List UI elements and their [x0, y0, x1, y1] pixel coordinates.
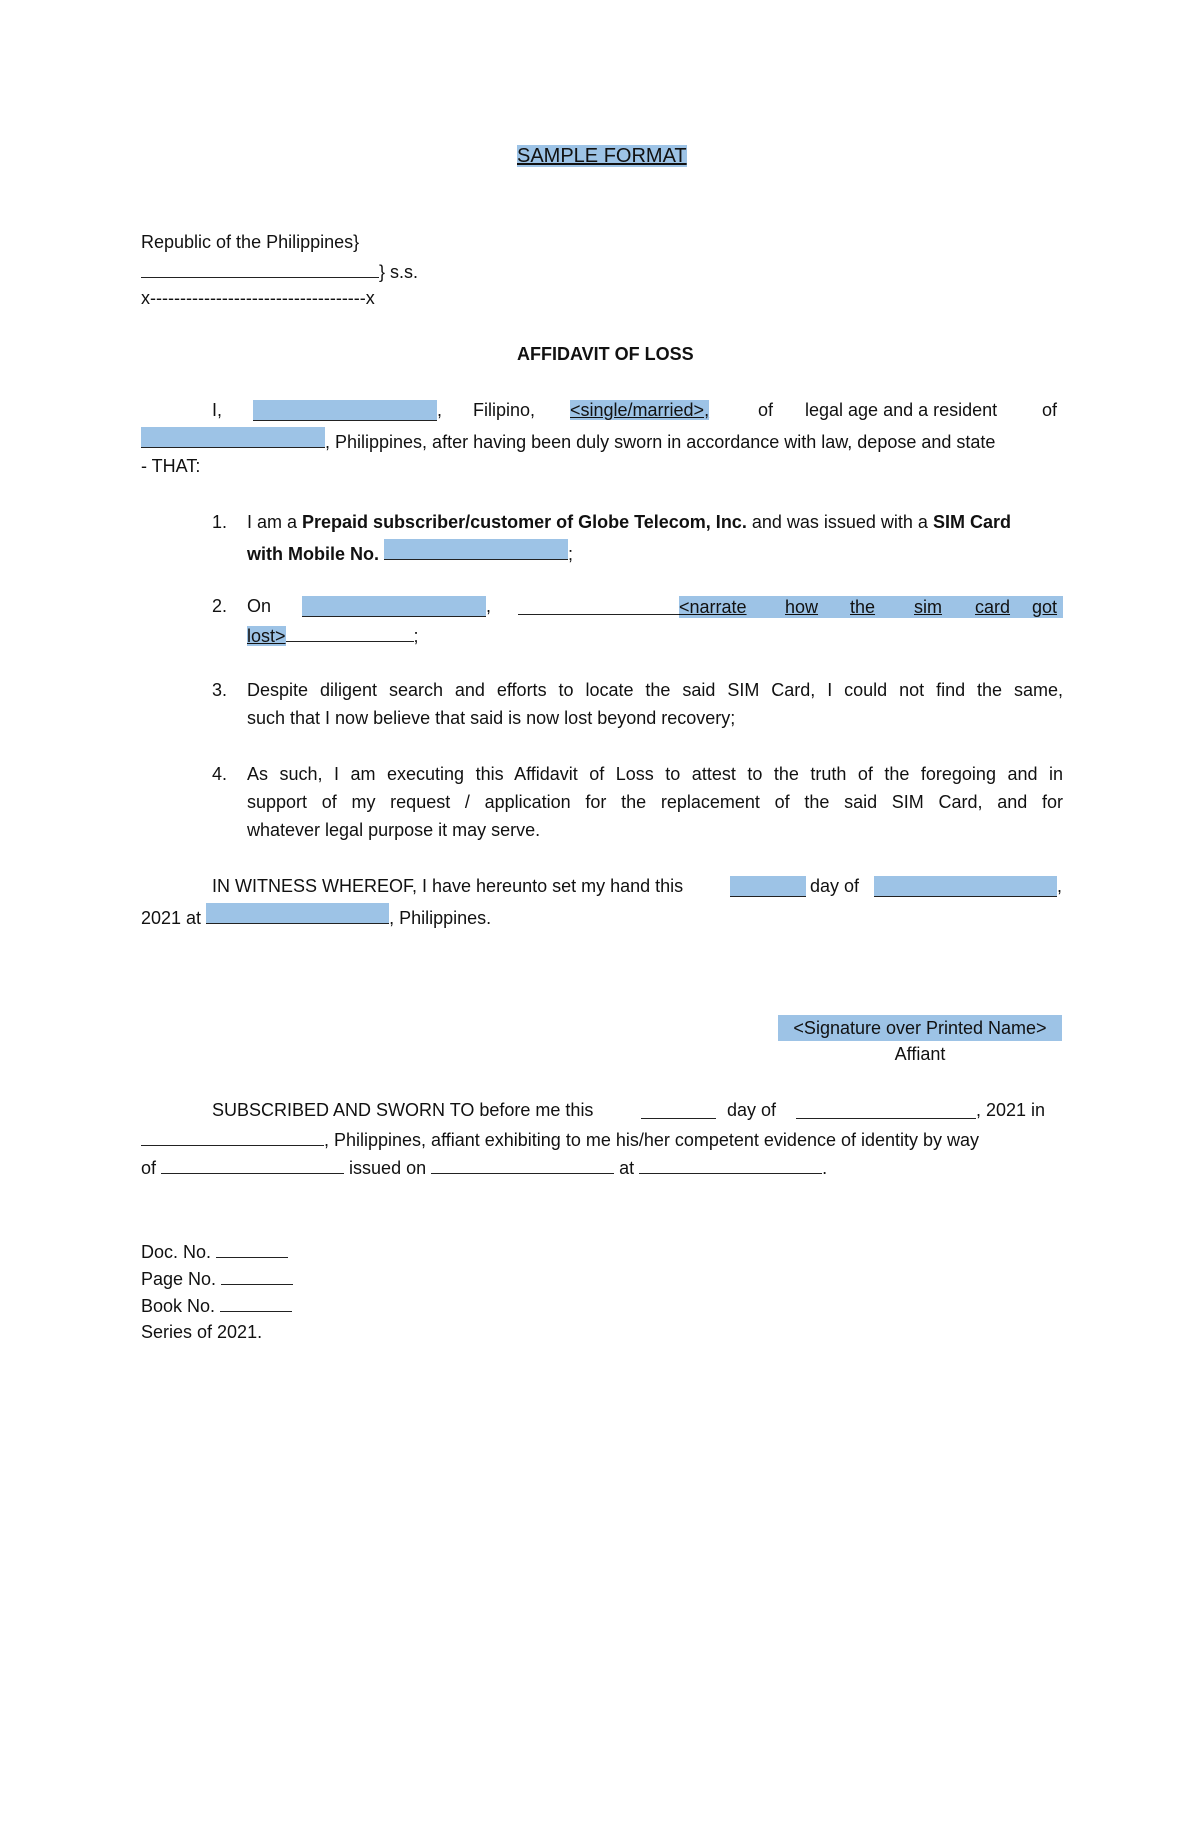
intro-line-2: , Philippines, after having been duly sworn in accordance with law, depose and state — [141, 427, 995, 453]
item-3-number: 3. — [212, 680, 228, 700]
sample-format-title — [517, 145, 687, 167]
item-3-line-1: Despite diligent search and efforts to locate the said SIM Card, I could not find the same, — [247, 680, 1063, 700]
affidavit-title: AFFIDAVIT OF LOSS — [517, 344, 694, 364]
document-page: SAMPLE FORMAT Republic of the Philippines} } s.s. x------------------------------------x AFFIDAVIT OF LOSS I, , Filipino, <single/married>, of legal age and a resident of , Philippines, after having been duly sworn in accordance with law, depose and state - THAT: 1. I am a Prepaid subscriber/customer of Globe Telecom, Inc. and was issued with a SIM Card with Mobile No. ; 2. On , <narrate how the sim card got lost> ; 3. Despite diligent search and efforts to locate the said SIM Card, I could not find the same, such that I now believe that said is now lost beyond recovery; 4. As such, I am executing this Affidavit of Loss to attest to the truth of the foregoing and in support of my request / application for the replacement of the said SIM Card, and for whatever legal purpose it may serve. IN WITNESS WHEREOF, I have hereunto set my hand this day of , 2021 at , Philippines. <Signature over Printed Name> Affiant SUBSCRIBED AND SWORN TO before me this day of , 2021 in , Philippines, affiant exhibiting to me his/her competent evidence of identity by way of issued on at . Doc. No. Page No. Book No. Series of 2021. — [141, 145, 1063, 1342]
witness-day-of: day of — [810, 876, 860, 896]
jurat-year: , 2021 in — [976, 1100, 1046, 1120]
intro-of: of — [758, 400, 774, 420]
item-1-number: 1. — [212, 512, 228, 532]
item-1-line-1: I am a Prepaid subscriber/customer of Globe Telecom, Inc. and was issued with a SIM Card — [247, 512, 1011, 532]
item-2-line-2: lost> ; — [247, 623, 419, 647]
mobile-number-field[interactable] — [384, 539, 568, 560]
affiant-label: Affiant — [894, 1044, 946, 1064]
narrative-field[interactable]: <narrate how the sim card got — [679, 596, 1063, 618]
witness-place-field[interactable] — [206, 903, 389, 924]
id-field[interactable] — [161, 1155, 344, 1174]
intro-i: I, — [212, 400, 223, 420]
issued-at-field[interactable] — [639, 1155, 822, 1174]
item-4-line-3: whatever legal purpose it may serve. — [247, 820, 541, 840]
jurat-line-2: , Philippines, affiant exhibiting to me his/her competent evidence of identity by way — [141, 1127, 979, 1151]
witness-line-2: 2021 at , Philippines. — [141, 903, 491, 929]
item-4-line-2: support of my request / application for the replacement of the said SIM Card, and for — [247, 792, 1063, 812]
jurat-text: SUBSCRIBED AND SWORN TO before me this — [212, 1100, 594, 1120]
item-1-line-2: with Mobile No. ; — [247, 539, 573, 565]
jurat-month-field[interactable] — [796, 1100, 976, 1119]
jurat-day-field[interactable] — [641, 1100, 716, 1119]
item-4-line-1: As such, I am executing this Affidavit of Loss to attest to the truth of the foregoing and in — [247, 764, 1063, 784]
item-4-number: 4. — [212, 764, 228, 784]
signature-field[interactable]: <Signature over Printed Name> — [778, 1015, 1062, 1041]
series-line: Series of 2021. — [141, 1322, 263, 1342]
venue-line-2: } s.s. — [141, 259, 418, 283]
venue-line-1: Republic of the Philippines} — [141, 232, 360, 252]
venue-line-3: x------------------------------------x — [141, 288, 375, 308]
jurat-place-field[interactable] — [141, 1127, 324, 1146]
narrative-blank-2[interactable] — [286, 623, 414, 642]
page-no-line: Page No. — [141, 1266, 293, 1290]
witness-day-field[interactable] — [730, 876, 806, 897]
witness-month-field[interactable] — [874, 876, 1057, 897]
doc-no-line: Doc. No. — [141, 1239, 288, 1263]
jurat-line-3: of issued on at . — [141, 1155, 827, 1179]
intro-of-2: of — [1042, 400, 1058, 420]
residence-field[interactable] — [141, 427, 325, 448]
intro-line-3: - THAT: — [141, 456, 201, 476]
item-3-line-2: such that I now believe that said is now lost beyond recovery; — [247, 708, 736, 728]
item-2-on: On — [247, 596, 272, 616]
book-no-field[interactable] — [220, 1293, 292, 1312]
intro-legal-age: legal age and a resident — [805, 400, 998, 420]
loss-date-field[interactable] — [302, 596, 486, 617]
sample-format-label: SAMPLE FORMAT — [517, 145, 687, 167]
book-no-line: Book No. — [141, 1293, 292, 1317]
issued-on-field[interactable] — [431, 1155, 614, 1174]
name-field[interactable] — [253, 400, 437, 421]
jurat-day-of: day of — [727, 1100, 777, 1120]
witness-text: IN WITNESS WHEREOF, I have hereunto set my hand this — [212, 876, 684, 896]
intro-filipino: Filipino, — [473, 400, 536, 420]
venue-blank[interactable] — [141, 259, 379, 278]
doc-no-field[interactable] — [216, 1239, 288, 1258]
civil-status-field[interactable]: <single/married>, — [570, 400, 710, 420]
page-no-field[interactable] — [221, 1266, 293, 1285]
narrative-blank[interactable] — [518, 596, 679, 615]
item-2-number: 2. — [212, 596, 228, 616]
